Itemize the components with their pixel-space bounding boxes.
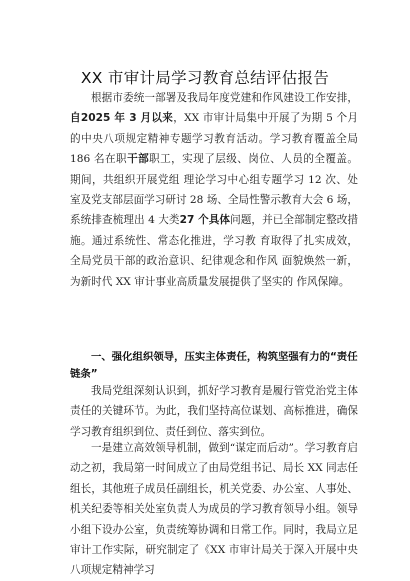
intro-cadre: 干部 bbox=[127, 153, 150, 166]
intro-text-g: 问题，并已全部制定整改措施。通过系统性、常态化推进，学习教 育取得了扎实成效，全局党员干部的政治意识、纪律观念和作风 面貌焕然一新，为新时代 XX 审计事业高质量发展提供了坚实的 作风保障。 bbox=[70, 214, 358, 288]
section-heading: 一、强化组织领导，压实主体责任，构筑坚强有力的“责任链条” bbox=[70, 351, 358, 380]
paragraph-leadership-mechanism: 一是建立高效领导机制，做到“谋定而后动”。学习教育启动之初，我局第一时间成立了由局党组书记、局长 XX 同志任组长，其他班子成员任副组长，机关党委、办公室、人事处、机关纪委等相关处室负责人为成员的学习教育领导小组。领导小组下设办公室，负责统筹协调和日常工作。同时，我局立足审计工作实际，研究制定了《XX 市审计局关于深入开展中央八项规定精神学习 bbox=[70, 442, 358, 577]
intro-text-c: ，XX 市审计局集中开展了为期 5 个月的中央八项规定精神专题学习教育活动。学习教育覆盖全局 186 名在职 bbox=[70, 112, 358, 166]
paragraph-responsibility: 我局党组深刻认识到，抓好学习教育是履行管党治党主体责任的关键环节。为此，我们坚持高位谋划、高标推进，确保学习教育组织到位、责任到位、落实到位。 bbox=[70, 385, 358, 438]
intro-paragraph bbox=[70, 88, 358, 292]
document-title: XX 市审计局学习教育总结评估报告 bbox=[80, 69, 330, 87]
body-paragraph-3 bbox=[70, 438, 358, 581]
intro-text-e: 职工，实现了层级、岗位、人员的全覆盖。期间，共组织开展党组 理论学习中心组专题学习 12 次、处室及党支部层面学习研讨 28 场、全局性警示教育大会 6 场，系统排查梳理出 4 大类 bbox=[70, 153, 359, 227]
intro-date: 自2025 年 3 月以来 bbox=[70, 112, 174, 125]
intro-issue-count: 27 个具体 bbox=[179, 214, 231, 227]
body-paragraph-2 bbox=[70, 381, 358, 442]
intro-text-a: 根据市委统一部署及我局年度党建和作风建设工作安排， bbox=[91, 92, 358, 104]
